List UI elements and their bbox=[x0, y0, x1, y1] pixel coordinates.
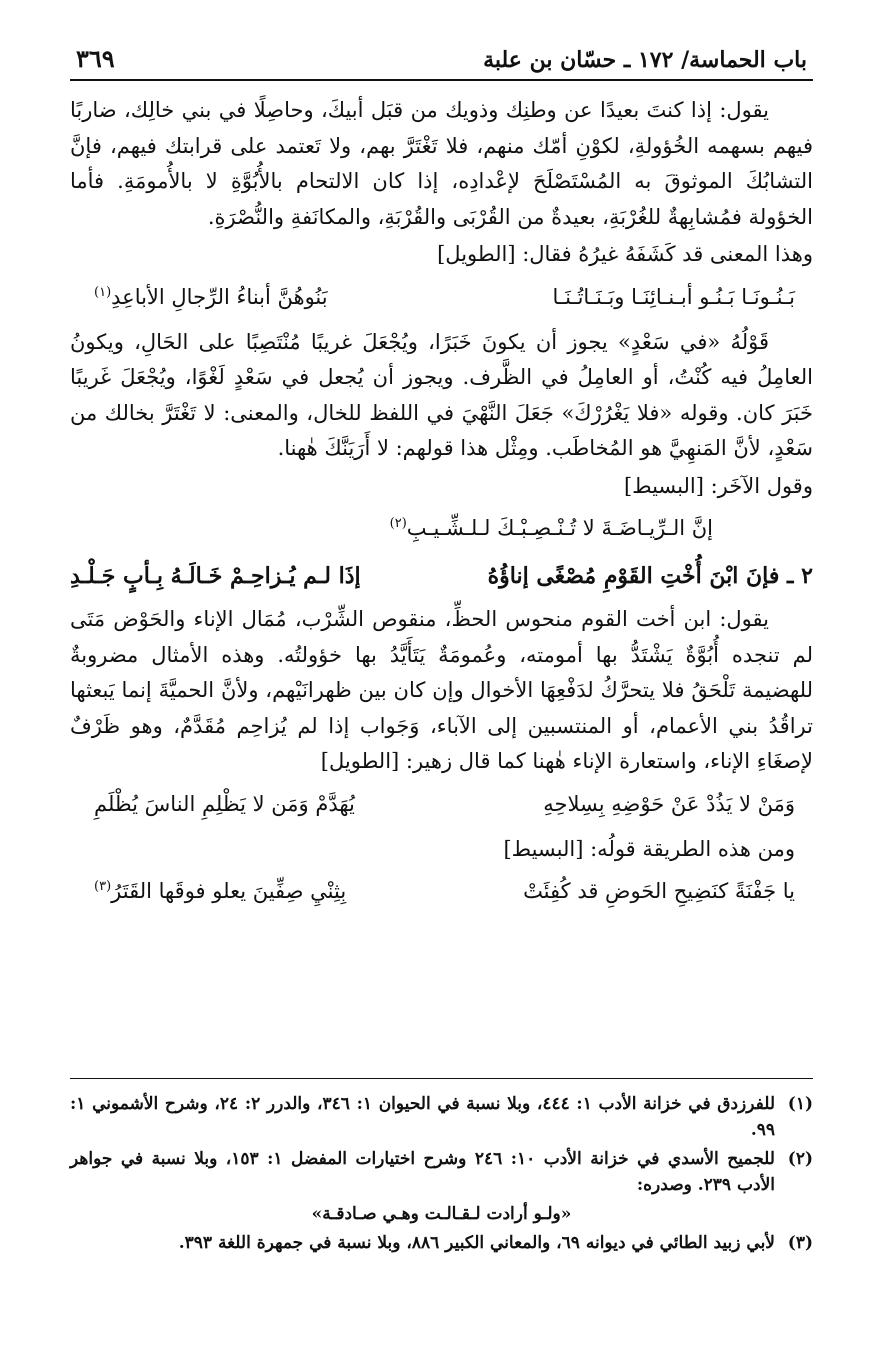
main-verse-first-hemistich: ٢ ـ فإنَ ابْنَ أُخْتِ القَوْمِ مُصْغًى إناؤُهُ bbox=[487, 563, 813, 589]
main-verse-second-hemistich: إذَا لـم يُـزاحِـمْ خَـالَـهُ بِـأبٍ جَـلْـدِ bbox=[70, 563, 361, 589]
verse-4-first-hemistich: يا جَفْنَةً كنَضِيحِ الحَوضِ قد كُفِئَتْ bbox=[523, 879, 795, 903]
footnote-3 bbox=[70, 1230, 813, 1256]
footnote-2-text: للجميح الأسدي في خزانة الأدب ١٠: ٢٤٦ وشرح اختيارات المفضل ١: ١٥٣، وبلا نسبة في جواهر الأدب ٢٣٩. وصدره: bbox=[70, 1149, 775, 1195]
footnote-1-text: للفرزدق في خزانة الأدب ١: ٤٤٤، وبلا نسبة في الحيوان ١: ٣٤٦، والدرر ٢: ٢٤، وشرح الأشموني ١: ٩٩. bbox=[70, 1094, 776, 1140]
verse-intro-4: ومن هذه الطريقة قولُه: [البسيط] bbox=[503, 836, 795, 861]
page-number: ٣٦٩ bbox=[76, 44, 115, 73]
verse-3 bbox=[70, 784, 813, 824]
footnote-3-text: لأبي زبيد الطائي في ديوانه ٦٩، والمعاني الكبير ٨٨٦، وبلا نسبة في جمهرة اللغة ٣٩٣. bbox=[178, 1233, 775, 1253]
verse-intro-1: وهذا المعنى قد كَشَفَهُ غيرُهُ فقال: [الطويل] bbox=[437, 242, 813, 266]
footnote-divider bbox=[583, 1078, 813, 1079]
verse-2-text: إنَّ الـرِّيـاضَـةَ لا تُـنْـصِـبْـكَ لـلـشِّـيـبِ$^{(٢)}$ bbox=[389, 516, 713, 540]
commentary-paragraph-2: قَوْلُهُ «في سَعْدٍ» يجوز أن يكونَ خَبَرًا، ويُجْعَلَ غريبًا مُنْتَصِبًا على الحَالِ، ويكونُ العامِلُ فيه كُنْتُ، أو العامِلُ في الظَّرف. ويجوز أن يُجعل في سَعْدٍ لَغْوًا، ويُجْعَلَ غَريبًا خَبَرَ كان. وقوله «فلا يَغْرُرْكَ» جَعَلَ النَّهْيَ في اللفظ للخال، والمعنى: لا تَغْتَرَّ بخالك من سَعْدٍ، لأنَّ المَنهِيَّ هو المُخاطَب. ومِثْل هذا قولهم: لا أَرَيَنَّكَ هٰهنا. bbox=[70, 329, 813, 460]
running-header bbox=[70, 44, 813, 81]
verse-3-second-hemistich: يُهَدَّمْ وَمَن لا يَظْلِمِ الناسَ يُظْلَمِ bbox=[94, 791, 355, 816]
footnote-2-number: (٢) bbox=[787, 1149, 813, 1169]
commentary-paragraph-1: يقول: إذا كنتَ بعيدًا عن وطنِك وذويك من قبَل أبيكَ، وحاصِلًا في بني خالِك، ضاربًا فيهم بسهمه الخُؤولةِ، لكوْنِ أمّك منهم، فلا تَغْتَرَّ بهم، ولا تَعتمد على قرابتك فيهم، فإنَّ التشابُكَ الموثوقَ به المُسْتَصْلَحَ لإعْدادِه، إذا كان الالتحام بالأُبُوَّةِ لا بالأُمومَةِ. فأما الخؤولة فمُشابِهةٌ للغُرْبَةِ، بعيدةٌ من القُرْبَى والقُرْبَةِ، والمكانَفةِ والنُّصْرَةِ. bbox=[70, 98, 813, 229]
commentary-paragraph-3: يقول: ابن أخت القوم منحوس الحظِّ، منقوص الشِّرْب، مُمَال الإناء والحَوْض مَتَى لم تنجده أُبُوَّةٌ يَشْتَدُّ بها أمومته، وعُمومَةٌ يَتَأَيَّدُ بها خؤولتُه. وهذه الأمثال مضروبةٌ للهضيمة تَلْحَقُ فلا يتحرَّكُ لدَفْعِهَا الأخوال وإن كان بين ظهرانَيْهم، ولأنَّ الحميَّةَ إنما يَبعثها تراقُدُ بني الأعمام، أو المنتسبين إلى الآباء، وَجَواب إذا لم يُزاحِم مُقَدَّمٌ، وهو ظَرْفٌ لإصغَاءِ الإناء، واستعارة الإناء هٰهنا كما قال زهير: [الطويل] bbox=[70, 607, 813, 773]
verse-3-first-hemistich: وَمَنْ لا يَذُدْ عَنْ حَوْضِهِ بِسِلاحِهِ bbox=[543, 791, 795, 816]
verse-intro-2: وقول الآخَر: [البسيط] bbox=[623, 473, 813, 498]
footnote-ref-3[interactable]: (٣) bbox=[94, 879, 112, 894]
verse-4 bbox=[70, 871, 813, 911]
footnote-ref-1[interactable]: (١) bbox=[94, 284, 112, 300]
footnote-1-number: (١) bbox=[787, 1094, 813, 1114]
footnotes-section bbox=[70, 1078, 813, 1259]
footnote-ref-2[interactable]: (٢) bbox=[389, 516, 407, 531]
header-title: باب الحماسة/ ١٧٢ ـ حسّان بن علبة bbox=[483, 47, 807, 73]
footnote-2-quote: «ولـو أرادت لـقـالـت وهـي صـادقـة» bbox=[311, 1204, 572, 1224]
verse-1-second-hemistich: بَنُوهُنَّ أبناءُ الرِّجالِ الأباعِدِ$^{(١)}$ bbox=[94, 284, 328, 309]
footnote-3-number: (٣) bbox=[787, 1233, 813, 1253]
verse-1-first-hemistich: بَـنُـونَـا بَـنُـو أبـنـائِنَـا وبَـنَـاتُـنَـا bbox=[552, 284, 795, 309]
verse-4-second-hemistich: بِثِنْيِ صِفِّينَ يعلو فوقَها القَتَرُ$^{(٣)}$ bbox=[94, 879, 347, 903]
verse-2 bbox=[70, 508, 813, 548]
verse-1 bbox=[70, 277, 813, 317]
main-poem-verse-2 bbox=[70, 556, 813, 596]
footnote-2 bbox=[70, 1146, 813, 1198]
footnote-1 bbox=[70, 1091, 813, 1143]
